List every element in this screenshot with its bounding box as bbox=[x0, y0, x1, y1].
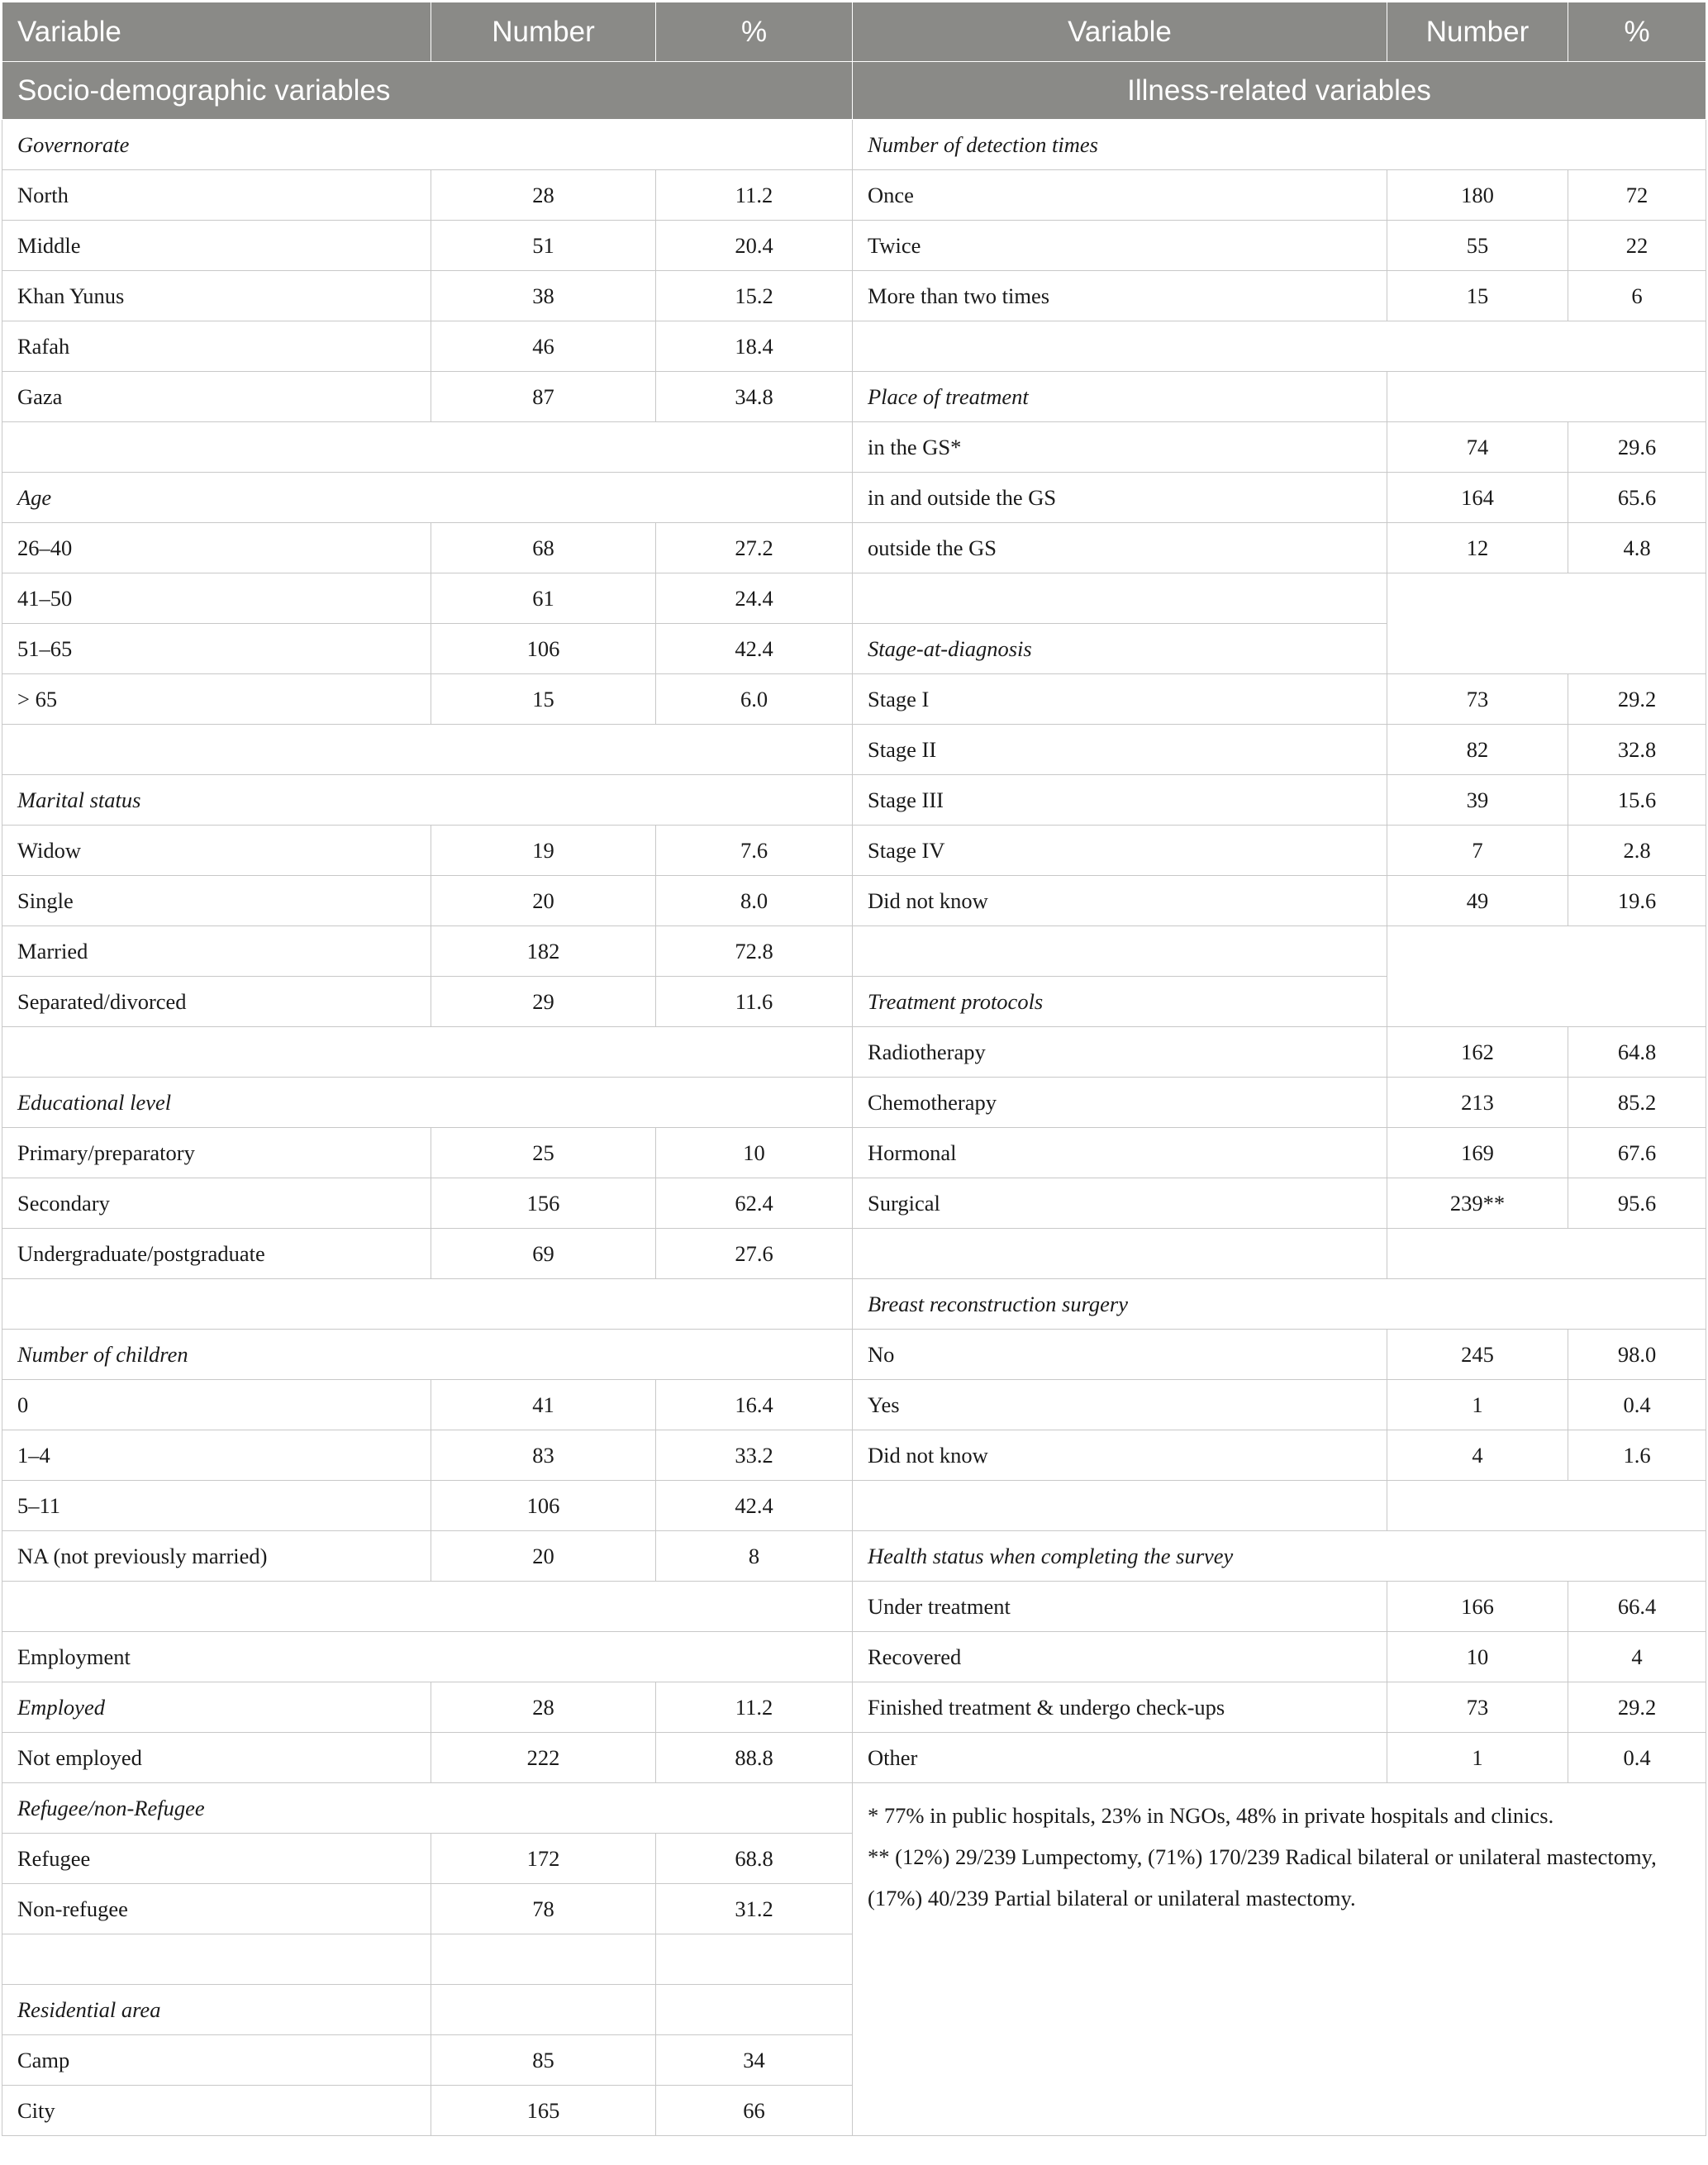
row-number: 85 bbox=[431, 2035, 656, 2086]
empty-cell bbox=[2, 1279, 853, 1330]
row-label: Khan Yunus bbox=[2, 271, 431, 321]
section-illness-related: Illness-related variables bbox=[853, 62, 1706, 120]
row-number: 61 bbox=[431, 573, 656, 624]
row-number: 245 bbox=[1387, 1330, 1568, 1380]
row-label: Single bbox=[2, 876, 431, 926]
row-number: 78 bbox=[431, 1884, 656, 1934]
table-row bbox=[2, 926, 1706, 977]
row-number: 1 bbox=[1387, 1380, 1568, 1430]
row-label: Gaza bbox=[2, 372, 431, 422]
category-label: Age bbox=[2, 473, 853, 523]
empty-cell bbox=[853, 573, 1387, 624]
row-number: 73 bbox=[1387, 1682, 1568, 1733]
table-row bbox=[2, 826, 1706, 876]
row-percent: 88.8 bbox=[656, 1733, 853, 1783]
row-label: Finished treatment & undergo check-ups bbox=[853, 1682, 1387, 1733]
row-percent: 4.8 bbox=[1568, 523, 1706, 573]
empty-cell bbox=[1387, 1229, 1706, 1279]
row-number: 106 bbox=[431, 624, 656, 674]
row-percent: 0.4 bbox=[1568, 1733, 1706, 1783]
row-percent: 24.4 bbox=[656, 573, 853, 624]
row-percent: 42.4 bbox=[656, 624, 853, 674]
row-percent: 10 bbox=[656, 1128, 853, 1178]
category-label: Residential area bbox=[2, 1985, 431, 2035]
row-percent: 33.2 bbox=[656, 1430, 853, 1481]
row-percent: 6.0 bbox=[656, 674, 853, 725]
row-percent: 32.8 bbox=[1568, 725, 1706, 775]
header-number-left: Number bbox=[431, 2, 656, 62]
row-label: Once bbox=[853, 170, 1387, 221]
row-percent: 29.2 bbox=[1568, 674, 1706, 725]
row-number: 68 bbox=[431, 523, 656, 573]
row-percent: 72 bbox=[1568, 170, 1706, 221]
row-label: Recovered bbox=[853, 1632, 1387, 1682]
row-number: 180 bbox=[1387, 170, 1568, 221]
table-row bbox=[2, 1430, 1706, 1481]
row-label: City bbox=[2, 2086, 431, 2136]
row-label: Did not know bbox=[853, 876, 1387, 926]
table-row bbox=[2, 271, 1706, 321]
row-number: 10 bbox=[1387, 1632, 1568, 1682]
row-number: 166 bbox=[1387, 1582, 1568, 1632]
header-percent-right: % bbox=[1568, 2, 1706, 62]
empty-cell bbox=[853, 926, 1387, 977]
empty-cell bbox=[853, 321, 1706, 372]
row-label: Hormonal bbox=[853, 1128, 1387, 1178]
row-label: Primary/preparatory bbox=[2, 1128, 431, 1178]
row-number: 106 bbox=[431, 1481, 656, 1531]
row-number: 49 bbox=[1387, 876, 1568, 926]
table-row bbox=[2, 523, 1706, 573]
row-percent: 68.8 bbox=[656, 1834, 853, 1884]
empty-cell bbox=[2, 1934, 431, 1985]
header-variable-left: Variable bbox=[2, 2, 431, 62]
empty-cell bbox=[2, 422, 853, 473]
empty-cell bbox=[656, 1985, 853, 2035]
row-number: 20 bbox=[431, 876, 656, 926]
row-percent: 22 bbox=[1568, 221, 1706, 271]
row-number: 156 bbox=[431, 1178, 656, 1229]
row-number: 87 bbox=[431, 372, 656, 422]
row-number: 7 bbox=[1387, 826, 1568, 876]
row-label: Undergraduate/postgraduate bbox=[2, 1229, 431, 1279]
table-row bbox=[2, 1531, 1706, 1582]
row-number: 82 bbox=[1387, 725, 1568, 775]
row-number: 15 bbox=[1387, 271, 1568, 321]
header-variable-right: Variable bbox=[853, 2, 1387, 62]
row-label: Radiotherapy bbox=[853, 1027, 1387, 1078]
category-label: Stage-at-diagnosis bbox=[853, 624, 1387, 674]
row-label: NA (not previously married) bbox=[2, 1531, 431, 1582]
row-label: Yes bbox=[853, 1380, 1387, 1430]
row-number: 164 bbox=[1387, 473, 1568, 523]
footnotes bbox=[853, 1783, 1706, 2136]
empty-cell bbox=[1387, 573, 1706, 674]
row-label: North bbox=[2, 170, 431, 221]
table-row bbox=[2, 1027, 1706, 1078]
row-percent: 42.4 bbox=[656, 1481, 853, 1531]
table-row bbox=[2, 1481, 1706, 1531]
row-label: 41–50 bbox=[2, 573, 431, 624]
row-number: 172 bbox=[431, 1834, 656, 1884]
row-label: > 65 bbox=[2, 674, 431, 725]
row-label: Other bbox=[853, 1733, 1387, 1783]
row-number: 165 bbox=[431, 2086, 656, 2136]
table-row bbox=[2, 372, 1706, 422]
empty-cell bbox=[853, 1481, 1387, 1531]
row-percent: 7.6 bbox=[656, 826, 853, 876]
table-row bbox=[2, 1380, 1706, 1430]
row-percent: 27.2 bbox=[656, 523, 853, 573]
row-number: 29 bbox=[431, 977, 656, 1027]
row-number: 41 bbox=[431, 1380, 656, 1430]
row-label: 51–65 bbox=[2, 624, 431, 674]
row-label: Rafah bbox=[2, 321, 431, 372]
row-percent: 65.6 bbox=[1568, 473, 1706, 523]
row-percent: 16.4 bbox=[656, 1380, 853, 1430]
empty-cell bbox=[2, 1582, 853, 1632]
row-number: 213 bbox=[1387, 1078, 1568, 1128]
row-percent: 20.4 bbox=[656, 221, 853, 271]
category-label: Number of detection times bbox=[853, 120, 1706, 170]
category-label: Number of children bbox=[2, 1330, 853, 1380]
row-label: Widow bbox=[2, 826, 431, 876]
row-percent: 72.8 bbox=[656, 926, 853, 977]
table-row bbox=[2, 1733, 1706, 1783]
category-label: Refugee/non-Refugee bbox=[2, 1783, 853, 1834]
table-row bbox=[2, 1229, 1706, 1279]
empty-cell bbox=[1387, 1481, 1706, 1531]
row-label: Married bbox=[2, 926, 431, 977]
row-percent: 62.4 bbox=[656, 1178, 853, 1229]
table-row bbox=[2, 1682, 1706, 1733]
category-label: Breast reconstruction surgery bbox=[853, 1279, 1706, 1330]
empty-cell bbox=[1387, 926, 1706, 1027]
row-percent: 29.6 bbox=[1568, 422, 1706, 473]
row-number: 28 bbox=[431, 170, 656, 221]
row-label: Employed bbox=[2, 1682, 431, 1733]
row-number: 1 bbox=[1387, 1733, 1568, 1783]
section-row bbox=[2, 62, 1706, 120]
empty-cell bbox=[2, 1027, 853, 1078]
row-label: Twice bbox=[853, 221, 1387, 271]
table-row bbox=[2, 473, 1706, 523]
table-row bbox=[2, 775, 1706, 826]
table-row bbox=[2, 674, 1706, 725]
row-percent: 19.6 bbox=[1568, 876, 1706, 926]
row-label: in and outside the GS bbox=[853, 473, 1387, 523]
row-label: Camp bbox=[2, 2035, 431, 2086]
row-percent: 2.8 bbox=[1568, 826, 1706, 876]
row-label: Secondary bbox=[2, 1178, 431, 1229]
row-number: 55 bbox=[1387, 221, 1568, 271]
row-number: 69 bbox=[431, 1229, 656, 1279]
row-number: 239** bbox=[1387, 1178, 1568, 1229]
category-label: Employment bbox=[2, 1632, 853, 1682]
row-percent: 15.2 bbox=[656, 271, 853, 321]
row-percent: 11.2 bbox=[656, 170, 853, 221]
statistics-table bbox=[2, 2, 1706, 2136]
row-percent: 4 bbox=[1568, 1632, 1706, 1682]
row-label: Stage II bbox=[853, 725, 1387, 775]
table-row bbox=[2, 573, 1706, 624]
row-percent: 64.8 bbox=[1568, 1027, 1706, 1078]
row-number: 28 bbox=[431, 1682, 656, 1733]
row-number: 73 bbox=[1387, 674, 1568, 725]
header-number-right: Number bbox=[1387, 2, 1568, 62]
row-label: Stage IV bbox=[853, 826, 1387, 876]
row-percent: 29.2 bbox=[1568, 1682, 1706, 1733]
table-row bbox=[2, 422, 1706, 473]
row-label: 5–11 bbox=[2, 1481, 431, 1531]
row-number: 74 bbox=[1387, 422, 1568, 473]
table-row bbox=[2, 1330, 1706, 1380]
category-label: Educational level bbox=[2, 1078, 853, 1128]
row-percent: 66 bbox=[656, 2086, 853, 2136]
row-number: 39 bbox=[1387, 775, 1568, 826]
row-number: 12 bbox=[1387, 523, 1568, 573]
row-percent: 67.6 bbox=[1568, 1128, 1706, 1178]
row-percent: 0.4 bbox=[1568, 1380, 1706, 1430]
row-number: 169 bbox=[1387, 1128, 1568, 1178]
row-label: Chemotherapy bbox=[853, 1078, 1387, 1128]
row-label: 0 bbox=[2, 1380, 431, 1430]
row-percent: 6 bbox=[1568, 271, 1706, 321]
row-percent: 85.2 bbox=[1568, 1078, 1706, 1128]
category-label: Place of treatment bbox=[853, 372, 1387, 422]
table-row bbox=[2, 725, 1706, 775]
footnote-1: * 77% in public hospitals, 23% in NGOs, 48% in private hospitals and clinics. bbox=[868, 1803, 1554, 1828]
empty-cell bbox=[431, 1985, 656, 2035]
table-row bbox=[2, 170, 1706, 221]
row-label: in the GS* bbox=[853, 422, 1387, 473]
row-label: Did not know bbox=[853, 1430, 1387, 1481]
table-row bbox=[2, 1128, 1706, 1178]
row-label: Non-refugee bbox=[2, 1884, 431, 1934]
row-percent: 8.0 bbox=[656, 876, 853, 926]
row-number: 19 bbox=[431, 826, 656, 876]
table-row bbox=[2, 1582, 1706, 1632]
empty-cell bbox=[853, 1229, 1387, 1279]
empty-cell bbox=[656, 1934, 853, 1985]
row-number: 46 bbox=[431, 321, 656, 372]
row-percent: 11.2 bbox=[656, 1682, 853, 1733]
row-number: 38 bbox=[431, 271, 656, 321]
header-percent-left: % bbox=[656, 2, 853, 62]
row-percent: 15.6 bbox=[1568, 775, 1706, 826]
row-number: 25 bbox=[431, 1128, 656, 1178]
table-row bbox=[2, 1279, 1706, 1330]
category-label: Health status when completing the survey bbox=[853, 1531, 1706, 1582]
row-label: Middle bbox=[2, 221, 431, 271]
row-percent: 34.8 bbox=[656, 372, 853, 422]
row-label: Surgical bbox=[853, 1178, 1387, 1229]
row-percent: 95.6 bbox=[1568, 1178, 1706, 1229]
row-number: 4 bbox=[1387, 1430, 1568, 1481]
table-row bbox=[2, 321, 1706, 372]
row-number: 182 bbox=[431, 926, 656, 977]
row-percent: 98.0 bbox=[1568, 1330, 1706, 1380]
row-label: Stage III bbox=[853, 775, 1387, 826]
table-row bbox=[2, 120, 1706, 170]
category-label: Treatment protocols bbox=[853, 977, 1387, 1027]
row-label: Under treatment bbox=[853, 1582, 1387, 1632]
table-row bbox=[2, 1632, 1706, 1682]
row-number: 222 bbox=[431, 1733, 656, 1783]
category-label: Governorate bbox=[2, 120, 853, 170]
row-percent: 18.4 bbox=[656, 321, 853, 372]
row-label: Refugee bbox=[2, 1834, 431, 1884]
empty-cell bbox=[431, 1934, 656, 1985]
row-percent: 11.6 bbox=[656, 977, 853, 1027]
row-label: outside the GS bbox=[853, 523, 1387, 573]
footnote-2: ** (12%) 29/239 Lumpectomy, (71%) 170/239 Radical bilateral or unilateral mastectomy, (17%) 40/239 Partial bilateral or unilateral mastectomy. bbox=[868, 1844, 1657, 1910]
row-label: 26–40 bbox=[2, 523, 431, 573]
header-row bbox=[2, 2, 1706, 62]
table-row bbox=[2, 221, 1706, 271]
table-row bbox=[2, 1078, 1706, 1128]
row-number: 162 bbox=[1387, 1027, 1568, 1078]
row-label: No bbox=[853, 1330, 1387, 1380]
row-percent: 8 bbox=[656, 1531, 853, 1582]
row-number: 15 bbox=[431, 674, 656, 725]
row-label: Not employed bbox=[2, 1733, 431, 1783]
row-percent: 31.2 bbox=[656, 1884, 853, 1934]
row-number: 83 bbox=[431, 1430, 656, 1481]
row-label: Stage I bbox=[853, 674, 1387, 725]
row-percent: 66.4 bbox=[1568, 1582, 1706, 1632]
row-percent: 27.6 bbox=[656, 1229, 853, 1279]
row-number: 51 bbox=[431, 221, 656, 271]
row-percent: 1.6 bbox=[1568, 1430, 1706, 1481]
row-label: Separated/divorced bbox=[2, 977, 431, 1027]
table-row bbox=[2, 1783, 1706, 1834]
section-socio-demographic: Socio-demographic variables bbox=[2, 62, 853, 120]
empty-cell bbox=[2, 725, 853, 775]
row-label: More than two times bbox=[853, 271, 1387, 321]
row-number: 20 bbox=[431, 1531, 656, 1582]
table-row bbox=[2, 876, 1706, 926]
row-percent: 34 bbox=[656, 2035, 853, 2086]
category-label: Marital status bbox=[2, 775, 853, 826]
table-row bbox=[2, 1178, 1706, 1229]
empty-cell bbox=[1387, 372, 1706, 422]
row-label: 1–4 bbox=[2, 1430, 431, 1481]
